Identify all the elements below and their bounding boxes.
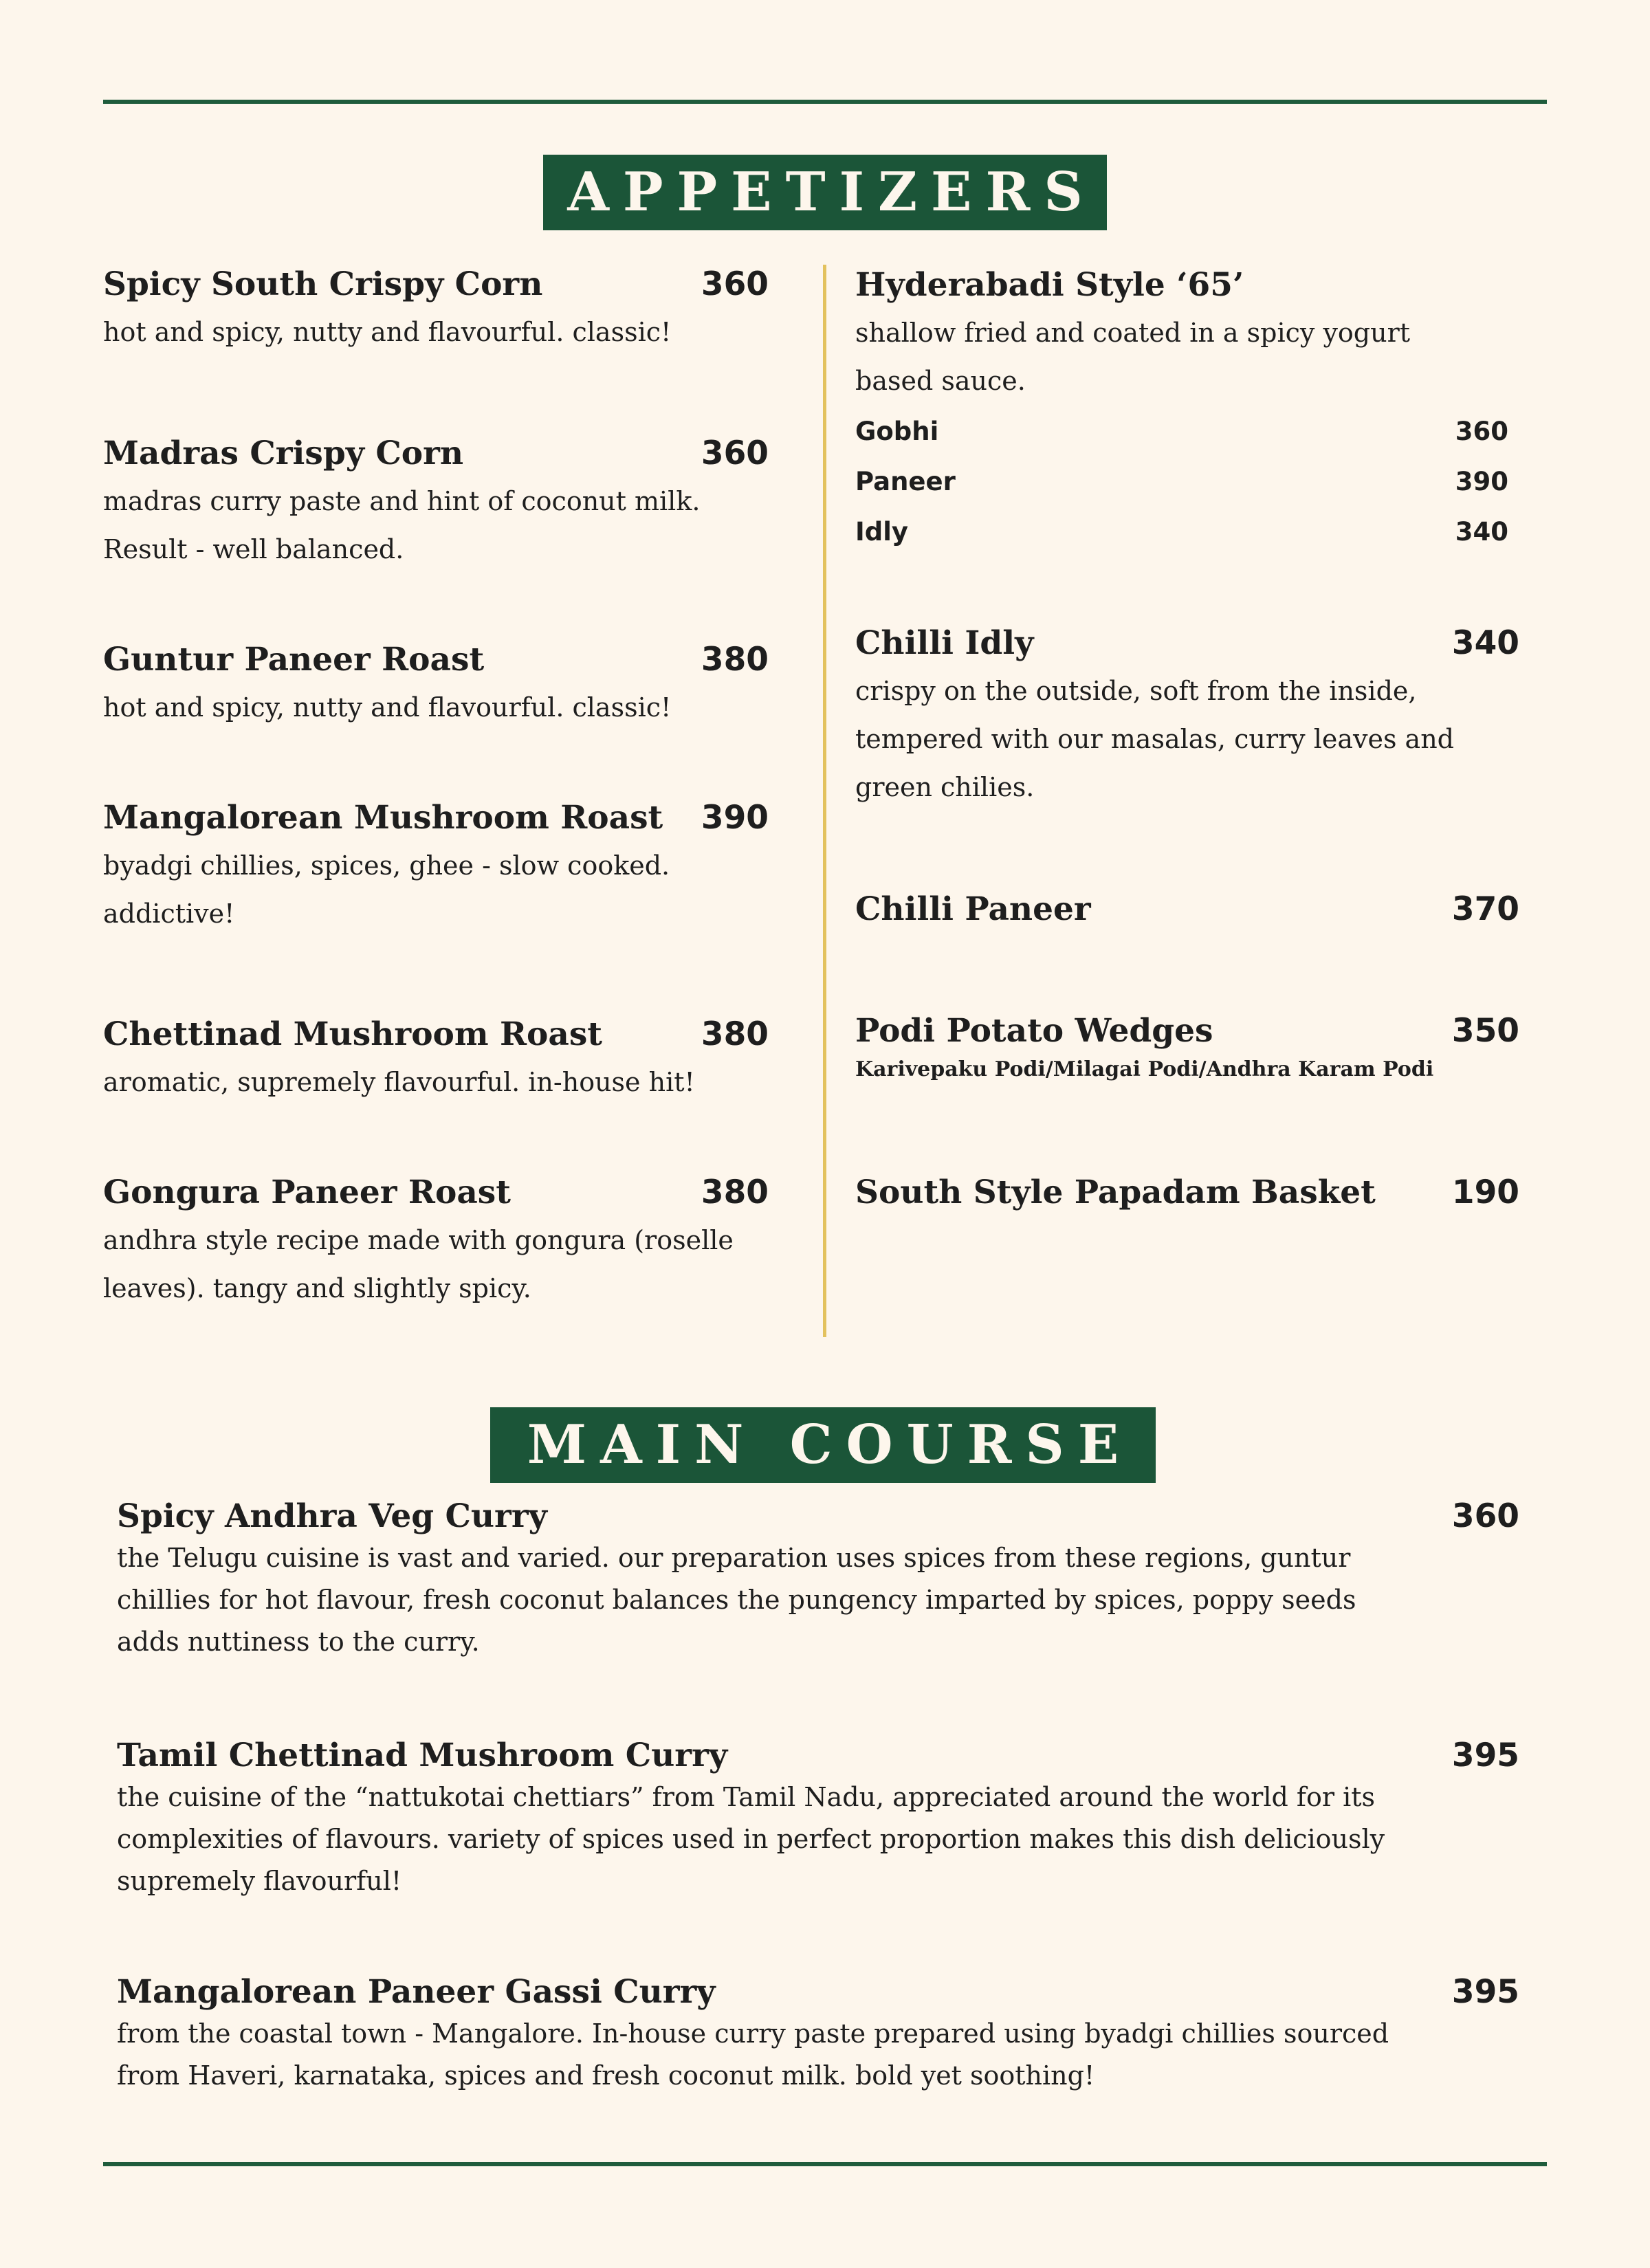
item-name: Gongura Paneer Roast	[103, 1174, 511, 1211]
item-price: 190	[1451, 1174, 1519, 1211]
menu-item	[117, 1735, 1519, 1902]
item-description: shallow fried and coated in a spicy yogurt based sauce.	[855, 318, 1411, 396]
item-name: Madras Crispy Corn	[103, 434, 464, 472]
variant-name: Gobhi	[855, 417, 939, 446]
item-name: South Style Papadam Basket	[855, 1174, 1376, 1211]
appetizers-heading: APPETIZERS	[543, 155, 1107, 230]
item-description: madras curry paste and hint of coconut milk. Result - well balanced.	[103, 486, 701, 564]
item-price: 360	[701, 434, 769, 472]
item-description: the cuisine of the “nattukotai chettiars” from Tamil Nadu, appreciated around the world for its complexities of flavours. variety of spices used in perfect proportion makes this dish deliciously supremely flavourful!	[117, 1782, 1385, 1896]
menu-item	[103, 264, 769, 356]
item-price: 390	[701, 799, 769, 837]
menu-item	[855, 889, 1519, 930]
main-course-heading: MAIN COURSE	[490, 1407, 1156, 1483]
item-price: 370	[1451, 890, 1519, 928]
menu-item	[855, 1011, 1519, 1083]
item-name: Mangalorean Mushroom Roast	[103, 799, 663, 837]
item-price: 360	[701, 265, 769, 303]
item-price: 380	[701, 641, 769, 679]
variant-name: Paneer	[855, 467, 956, 496]
menu-item	[855, 1172, 1519, 1213]
item-price: 340	[1451, 624, 1519, 662]
menu-item-hyderabadi	[855, 265, 1519, 557]
variant-row	[855, 406, 1508, 456]
item-description: crispy on the outside, soft from the inside, tempered with our masalas, curry leaves and green chilies.	[855, 676, 1454, 802]
variant-list	[855, 406, 1519, 557]
item-name: Chilli Paneer	[855, 890, 1091, 928]
item-name: Mangalorean Paneer Gassi Curry	[117, 1973, 716, 2011]
item-name: Spicy South Crispy Corn	[103, 265, 543, 303]
item-name: Tamil Chettinad Mushroom Curry	[117, 1737, 728, 1774]
item-description: the Telugu cuisine is vast and varied. our preparation uses spices from these regions, guntur chillies for hot flavour, fresh coconut balances the pungency imparted by spices, poppy seeds adds nuttiness to the curry.	[117, 1543, 1356, 1657]
item-name: Guntur Paneer Roast	[103, 641, 485, 679]
variant-price: 340	[1455, 517, 1508, 547]
menu-item	[855, 623, 1519, 811]
menu-item	[103, 1014, 769, 1106]
item-description: aromatic, supremely flavourful. in-house hit!	[103, 1067, 695, 1097]
menu-item	[117, 1972, 1519, 2097]
item-price: 395	[1451, 1737, 1519, 1774]
item-description: hot and spicy, nutty and flavourful. classic!	[103, 692, 672, 723]
variant-row	[855, 507, 1508, 557]
item-price: 380	[701, 1174, 769, 1211]
item-price: 395	[1451, 1973, 1519, 2011]
item-note: Karivepaku Podi/Milagai Podi/Andhra Karam Podi	[855, 1057, 1434, 1081]
top-rule	[103, 100, 1547, 104]
item-description: from the coastal town - Mangalore. In-house curry paste prepared using byadgi chillies sourced from Haveri, karnataka, spices and fresh coconut milk. bold yet soothing!	[117, 2018, 1389, 2091]
menu-item	[103, 433, 769, 573]
variant-price: 390	[1455, 467, 1508, 496]
item-name: Chettinad Mushroom Roast	[103, 1015, 603, 1053]
bottom-rule	[103, 2162, 1547, 2166]
variant-row	[855, 456, 1508, 507]
menu-item	[103, 1172, 769, 1312]
variant-price: 360	[1455, 417, 1508, 446]
item-name: Hyderabadi Style ‘65’	[855, 266, 1244, 304]
item-price: 380	[701, 1015, 769, 1053]
item-description: byadgi chillies, spices, ghee - slow cooked. addictive!	[103, 850, 670, 929]
column-divider	[823, 265, 826, 1337]
item-description: hot and spicy, nutty and flavourful. classic!	[103, 317, 672, 347]
item-name: Podi Potato Wedges	[855, 1012, 1213, 1050]
menu-item	[103, 639, 769, 731]
item-name: Chilli Idly	[855, 624, 1034, 662]
item-price: 350	[1451, 1012, 1519, 1050]
item-name: Spicy Andhra Veg Curry	[117, 1497, 547, 1535]
item-description: andhra style recipe made with gongura (roselle leaves). tangy and slightly spicy.	[103, 1225, 734, 1303]
item-price: 360	[1451, 1497, 1519, 1535]
variant-name: Idly	[855, 517, 909, 547]
menu-item	[117, 1496, 1519, 1663]
menu-item	[103, 797, 769, 938]
